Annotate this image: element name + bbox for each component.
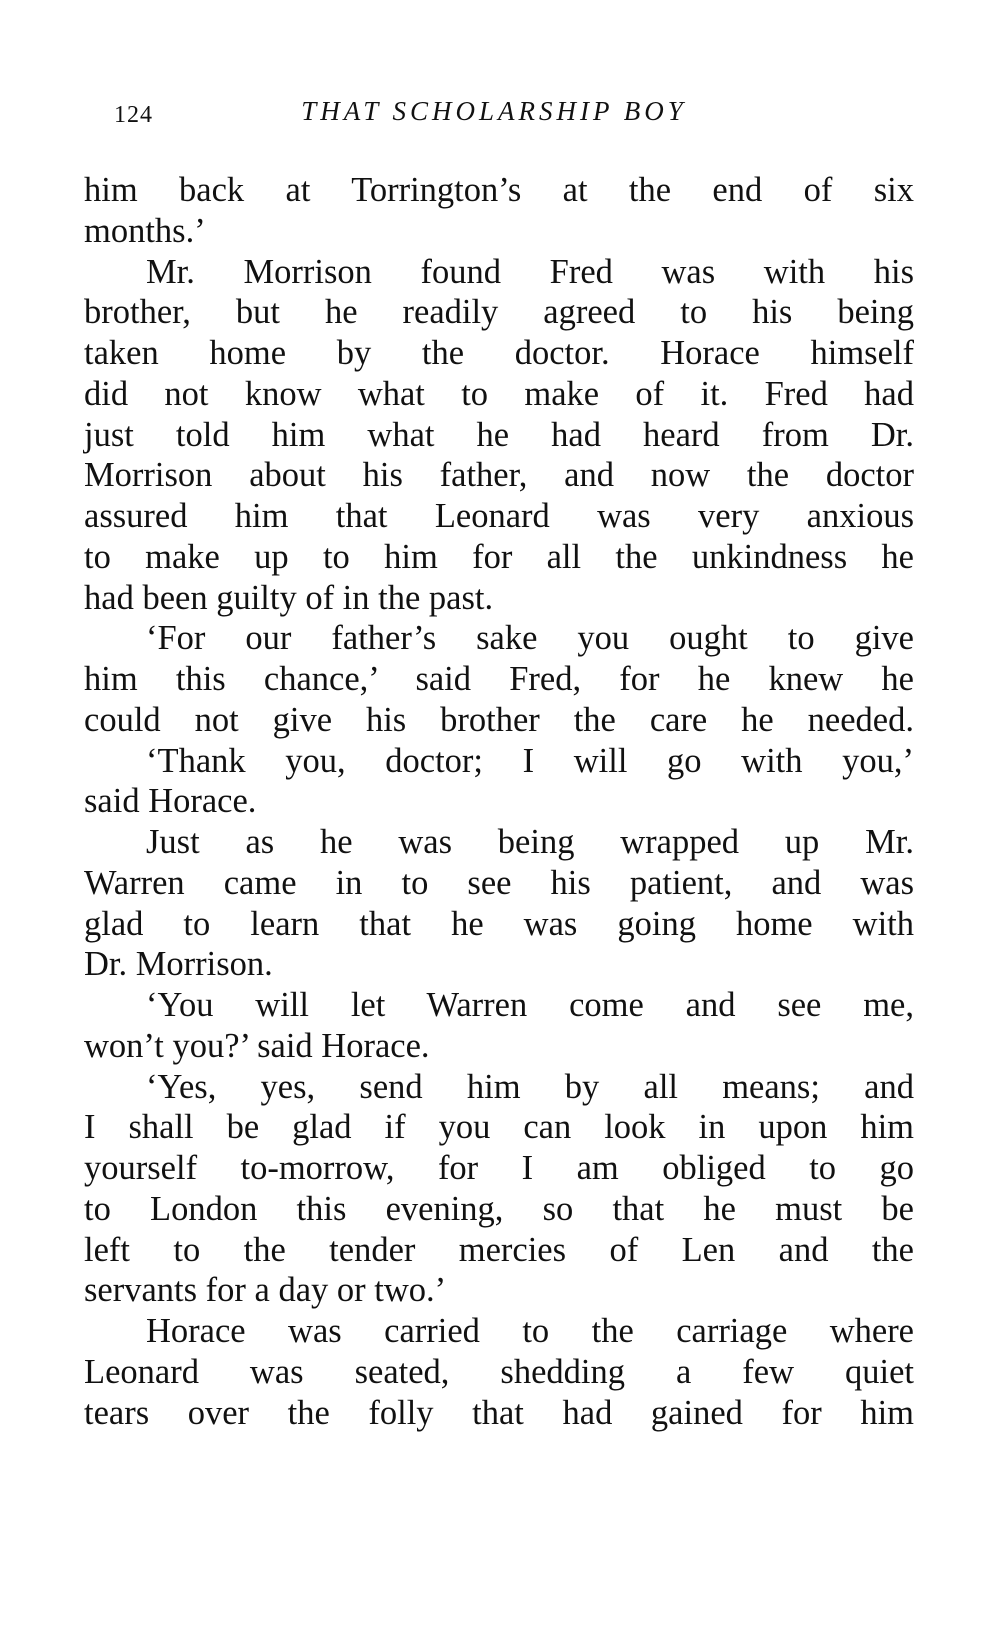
text-line: him this chance,’ said Fred, for he knew he bbox=[84, 660, 914, 698]
running-title: THAT SCHOLARSHIP BOY bbox=[301, 96, 687, 126]
text-line: I shall be glad if you can look in upon him bbox=[84, 1108, 914, 1147]
text-line: left to the tender mercies of Len and the bbox=[84, 1230, 914, 1269]
text-line: won’t you?’ said Horace. bbox=[84, 1026, 430, 1065]
text-line: just told him what he had heard from Dr. bbox=[84, 415, 914, 454]
text-line: ‘For our father’s sake you ought to give bbox=[146, 619, 914, 658]
text-line: said Horace. bbox=[84, 782, 257, 821]
running-head bbox=[84, 96, 904, 136]
text-line: Warren came in to see his patient, and was bbox=[84, 863, 914, 902]
text-line: glad to learn that he was going home with bbox=[84, 904, 914, 943]
text-line: ‘Yes, yes, send him by all means; and bbox=[146, 1067, 914, 1106]
text-line: tears over the folly that had gained for him bbox=[84, 1393, 914, 1432]
text-line: taken home by the doctor. Horace himself bbox=[84, 334, 914, 372]
text-line: Dr. Morrison. bbox=[84, 945, 273, 984]
text-line: assured him that Leonard was very anxious bbox=[84, 497, 914, 535]
text-line: Morrison about his father, and now the doctor bbox=[84, 456, 914, 495]
text-line: ‘You will let Warren come and see me, bbox=[146, 986, 914, 1024]
text-line: Just as he was being wrapped up Mr. bbox=[146, 823, 914, 861]
text-line: to London this evening, so that he must be bbox=[84, 1189, 914, 1228]
text-line: could not give his brother the care he needed. bbox=[84, 700, 914, 739]
text-line: Leonard was seated, shedding a few quiet bbox=[84, 1352, 914, 1391]
text-line: brother, but he readily agreed to his being bbox=[84, 293, 914, 332]
text-line: Mr. Morrison found Fred was with his bbox=[146, 252, 914, 291]
body-text bbox=[84, 170, 914, 1433]
text-line: did not know what to make of it. Fred had bbox=[84, 374, 914, 413]
page-number: 124 bbox=[114, 102, 153, 128]
text-line: ‘Thank you, doctor; I will go with you,’ bbox=[146, 741, 914, 780]
text-line: yourself to-morrow, for I am obliged to go bbox=[84, 1149, 914, 1187]
text-line: to make up to him for all the unkindness he bbox=[84, 537, 914, 576]
text-line: him back at Torrington’s at the end of six bbox=[84, 171, 914, 209]
text-line: Horace was carried to the carriage where bbox=[146, 1312, 914, 1350]
text-line: had been guilty of in the past. bbox=[84, 578, 494, 617]
text-line: months.’ bbox=[84, 211, 206, 250]
text-line: servants for a day or two.’ bbox=[84, 1271, 447, 1310]
